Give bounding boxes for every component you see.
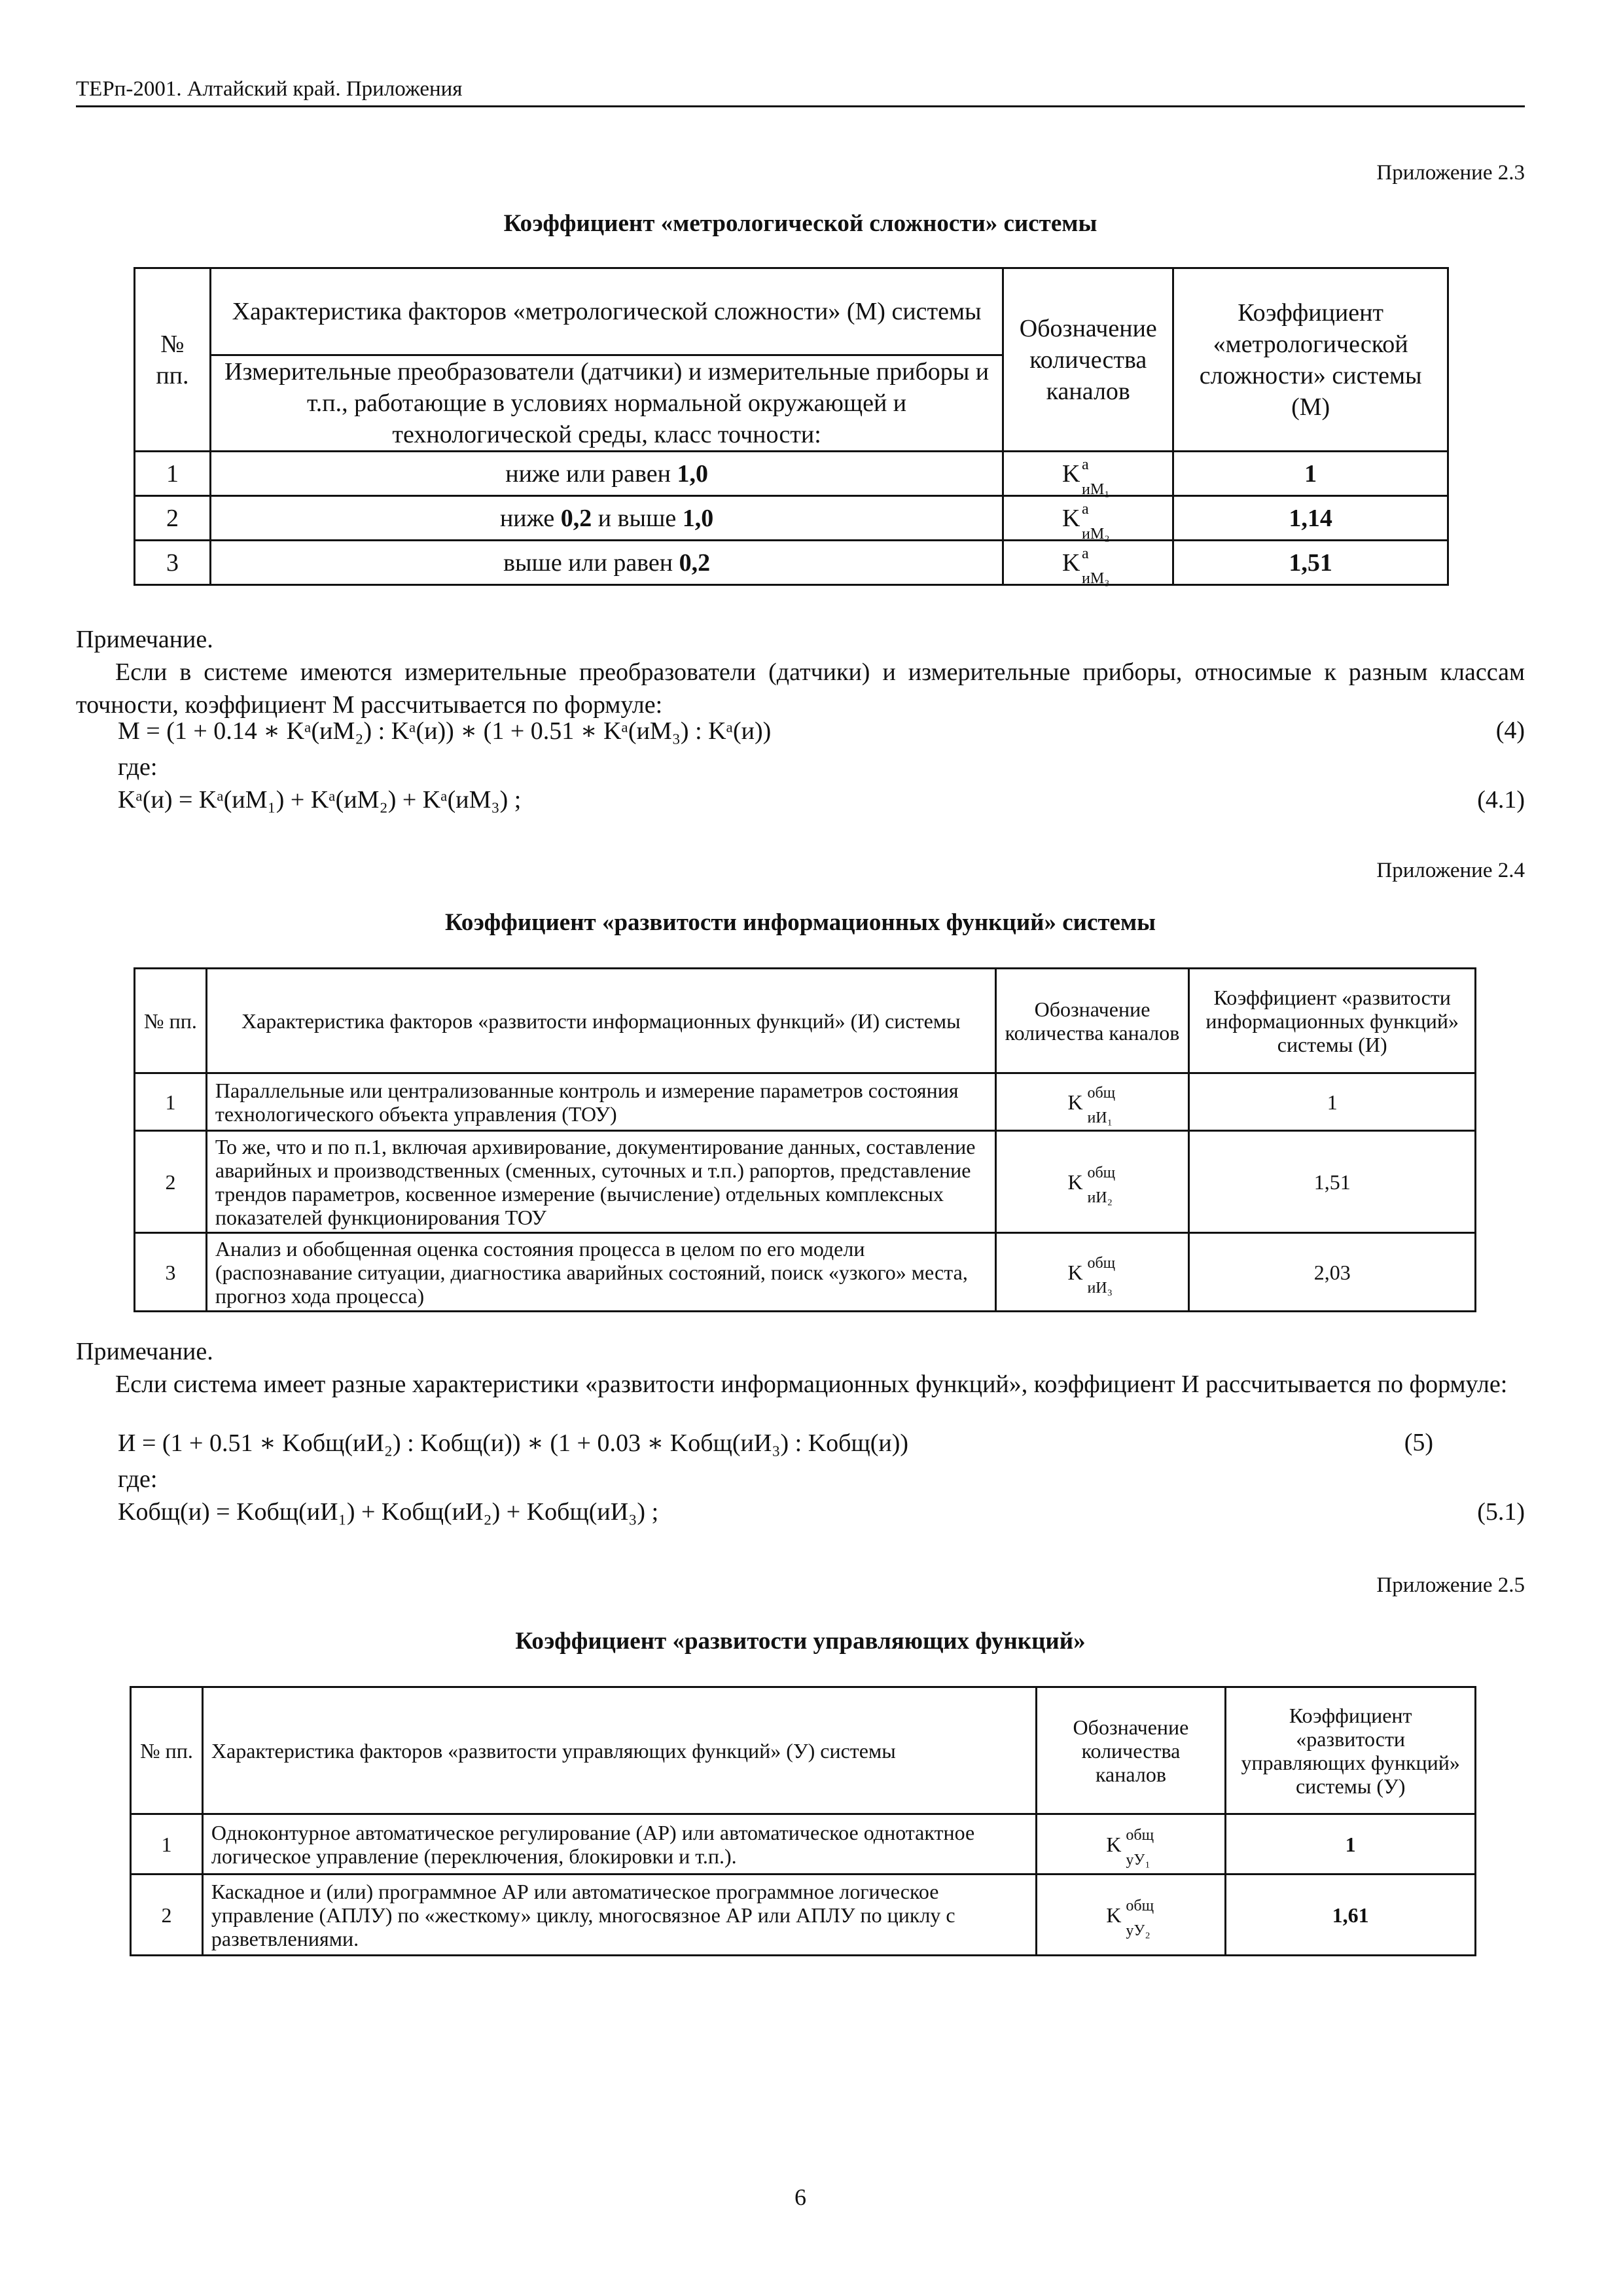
row-num: 1 — [131, 1814, 203, 1874]
formula-4 — [118, 716, 1525, 745]
table-row — [135, 1131, 1476, 1233]
col-char-header: Характеристика факторов «метрологической сложности» (М) системы — [210, 268, 1003, 355]
col-desig-header: Обозначение количества каналов — [1003, 268, 1173, 452]
formula-4-1 — [118, 785, 1525, 814]
row-value: 1,14 — [1173, 496, 1448, 541]
row-value: 1 — [1173, 452, 1448, 496]
control-functions-table — [130, 1686, 1476, 1956]
col-coef-header: Коэффициент «развитости информационных функций» системы (И) — [1189, 969, 1476, 1073]
col-char-subheader: Измерительные преобразователи (датчики) и измерительные приборы и т.п., работающие в условиях нормальной окружающей и технологической среды, класс точности: — [210, 355, 1003, 452]
note-2-3 — [76, 623, 1525, 721]
formula-5 — [118, 1428, 1433, 1458]
row-text: Параллельные или централизованные контроль и измерение параметров состояния технологического объекта управления (ТОУ) — [206, 1073, 995, 1131]
row-text: выше или равен 0,2 — [210, 541, 1003, 585]
row-value: 1,51 — [1189, 1131, 1476, 1233]
row-num: 2 — [135, 1131, 207, 1233]
formula-number: (4.1) — [1477, 786, 1525, 814]
row-value: 1 — [1189, 1073, 1476, 1131]
row-symbol: K а иМ₂ — [1003, 496, 1173, 541]
formula-text: Kобщ(и) = Kобщ(иИ₁) + Kобщ(иИ₂) + Kобщ(иИ₃) ; — [118, 1498, 659, 1526]
row-value: 1 — [1226, 1814, 1476, 1874]
note-2-4 — [76, 1335, 1525, 1401]
formula-5-1 — [118, 1498, 1525, 1526]
document-page — [76, 0, 1525, 2296]
row-symbol: K общ иИ₂ — [995, 1131, 1189, 1233]
row-text: Одноконтурное автоматическое регулирование (АР) или автоматическое однотактное логическое управление (переключения, блокировки и т.п.). — [202, 1814, 1036, 1874]
running-header: ТЕРп-2001. Алтайский край. Приложения — [76, 77, 1525, 107]
appendix-label-2-5: Приложение 2.5 — [1376, 1573, 1525, 1597]
row-text: ниже или равен 1,0 — [210, 452, 1003, 496]
table-row — [135, 541, 1448, 585]
info-functions-table — [134, 967, 1476, 1312]
row-text: Каскадное и (или) программное АР или автоматическое программное логическое управление (АПЛУ) по «жесткому» циклу, многосвязное АР или АПЛУ по циклу с разветвлениями. — [202, 1874, 1036, 1956]
formula-number: (5.1) — [1477, 1498, 1525, 1526]
col-num-header: № пп. — [131, 1687, 203, 1814]
table-row — [131, 1874, 1476, 1956]
appendix-label-2-3: Приложение 2.3 — [1376, 161, 1525, 185]
table-row — [135, 452, 1448, 496]
formula-text: М = (1 + 0.14 ∗ Kᵃ(иМ₂) : Kᵃ(и)) ∗ (1 + 0.51 ∗ Kᵃ(иМ₃) : Kᵃ(и)) — [118, 717, 772, 745]
col-desig-header: Обозначение количества каналов — [995, 969, 1189, 1073]
row-symbol: K общ уУ₂ — [1036, 1874, 1226, 1956]
row-value: 1,51 — [1173, 541, 1448, 585]
row-num: 1 — [135, 452, 211, 496]
row-symbol: K а иМ₁ — [1003, 452, 1173, 496]
table-row — [135, 1233, 1476, 1312]
section-title-2-5: Коэффициент «развитости управляющих функций» — [515, 1628, 1086, 1655]
note-text: Если система имеет разные характеристики «развитости информационных функций», коэффициент И рассчитывается по формуле: — [115, 1371, 1508, 1398]
row-num: 3 — [135, 1233, 207, 1312]
section-title-2-3: Коэффициент «метрологической сложности» системы — [503, 210, 1097, 237]
table-row — [131, 1814, 1476, 1874]
row-symbol: K общ уУ₁ — [1036, 1814, 1226, 1874]
formula-text: Kᵃ(и) = Kᵃ(иМ₁) + Kᵃ(иМ₂) + Kᵃ(иМ₃) ; — [118, 786, 522, 814]
formula-text: И = (1 + 0.51 ∗ Kобщ(иИ₂) : Kобщ(и)) ∗ (1 + 0.03 ∗ Kобщ(иИ₃) : Kобщ(и)) — [118, 1429, 909, 1457]
row-num: 2 — [135, 496, 211, 541]
formula-where: где: — [118, 1465, 158, 1493]
col-coef-header: Коэффициент «развитости управляющих функций» системы (У) — [1226, 1687, 1476, 1814]
row-symbol: K а иМ₃ — [1003, 541, 1173, 585]
note-text: Если в системе имеются измерительные преобразователи (датчики) и измерительные приборы, относимые к разным классам точности, коэффициент М рассчитывается по формуле: — [76, 658, 1525, 719]
row-text: ниже 0,2 и выше 1,0 — [210, 496, 1003, 541]
appendix-label-2-4: Приложение 2.4 — [1376, 859, 1525, 882]
row-text: Анализ и обобщенная оценка состояния процесса в целом по его модели (распознавание ситуации, диагностика аварийных состояний, поиск «узкого» места, прогноз хода процесса) — [206, 1233, 995, 1312]
col-desig-header: Обозначение количества каналов — [1036, 1687, 1226, 1814]
row-num: 2 — [131, 1874, 203, 1956]
row-text: То же, что и по п.1, включая архивирование, документирование данных, составление аварийных и производственных (сменных, суточных и т.п.) рапортов, представление трендов параметров, косвенное измерение (вычисление) отдельных комплексных показателей функционирования ТОУ — [206, 1131, 995, 1233]
metrology-table — [134, 267, 1449, 586]
table-row — [135, 1073, 1476, 1131]
row-symbol: K общ иИ₁ — [995, 1073, 1189, 1131]
section-title-2-4: Коэффициент «развитости информационных функций» системы — [444, 909, 1156, 936]
row-symbol: K общ иИ₃ — [995, 1233, 1189, 1312]
row-value: 2,03 — [1189, 1233, 1476, 1312]
col-coef-header: Коэффициент «метрологической сложности» системы (М) — [1173, 268, 1448, 452]
formula-where: где: — [118, 753, 158, 781]
row-num: 3 — [135, 541, 211, 585]
row-value: 1,61 — [1226, 1874, 1476, 1956]
note-label: Примечание. — [76, 1338, 213, 1365]
note-label: Примечание. — [76, 626, 213, 653]
formula-number: (5) — [1404, 1429, 1433, 1456]
col-num-header: № пп. — [135, 268, 211, 452]
col-num-header: № пп. — [135, 969, 207, 1073]
col-char-header: Характеристика факторов «развитости информационных функций» (И) системы — [206, 969, 995, 1073]
row-num: 1 — [135, 1073, 207, 1131]
col-char-header: Характеристика факторов «развитости управляющих функций» (У) системы — [202, 1687, 1036, 1814]
page-number: 6 — [794, 2184, 806, 2210]
table-row — [135, 496, 1448, 541]
formula-number: (4) — [1495, 717, 1525, 744]
